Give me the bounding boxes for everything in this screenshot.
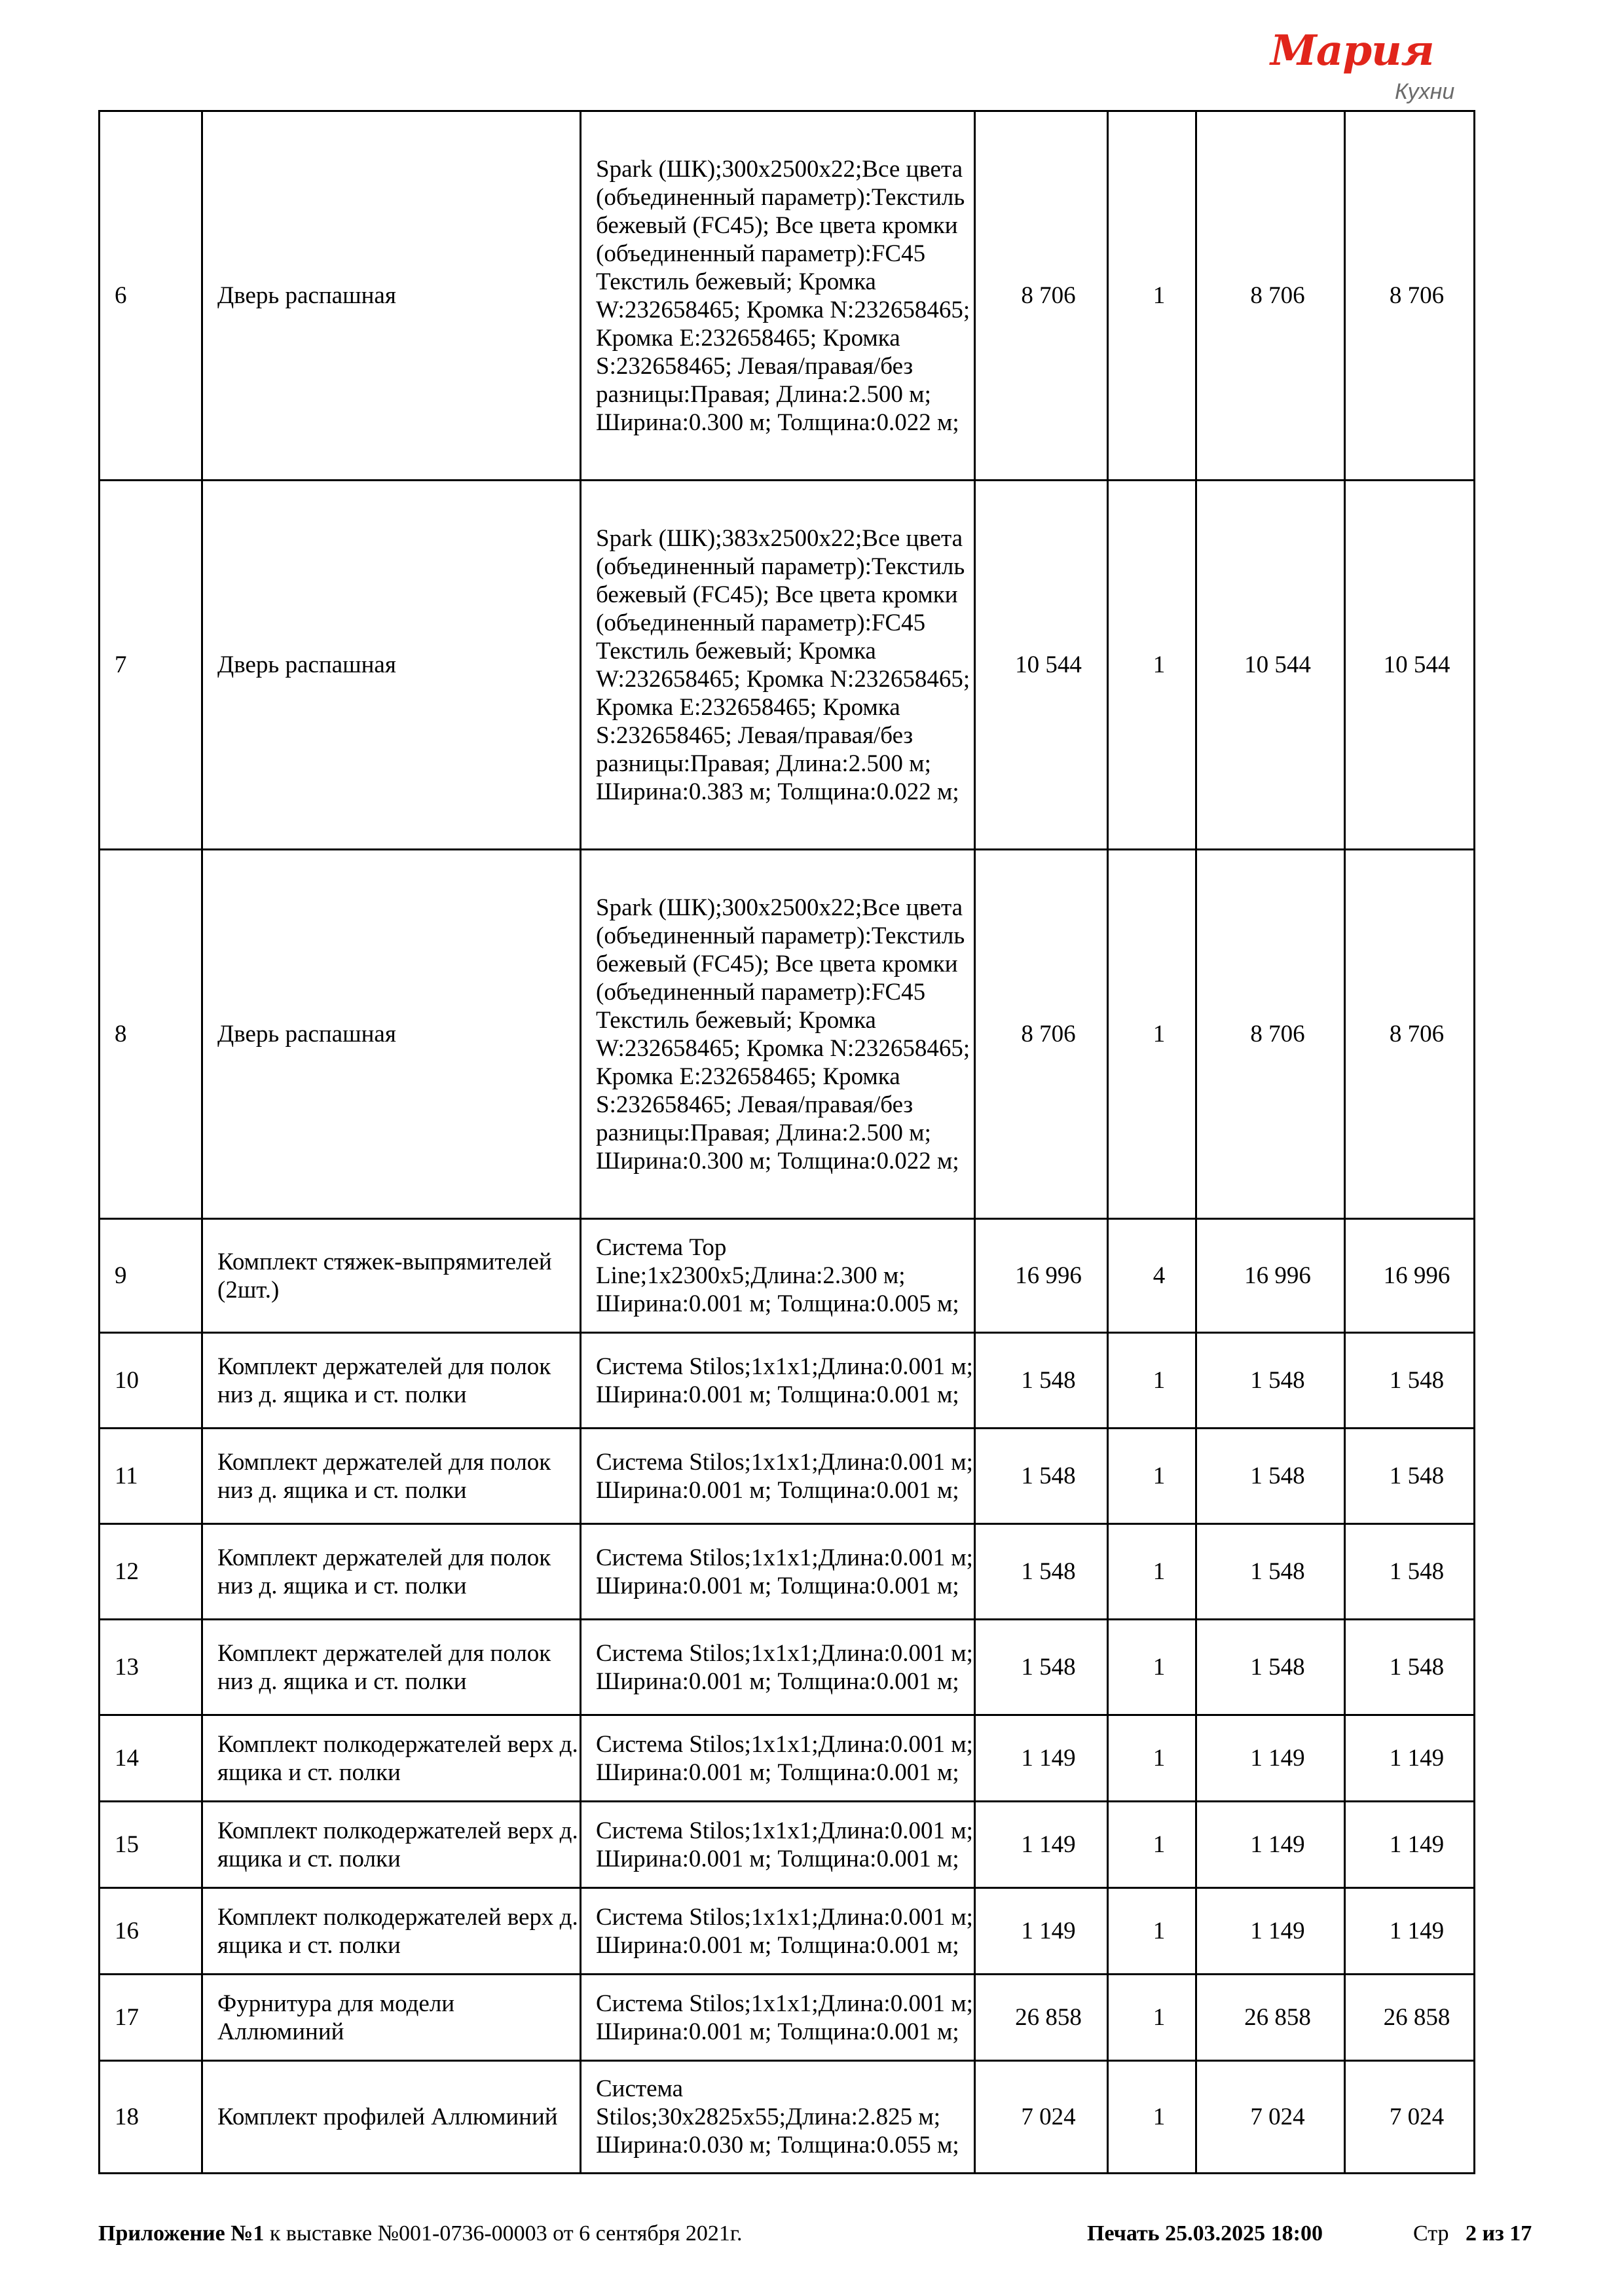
item-total: 8 706	[1345, 111, 1475, 481]
table-row	[100, 1219, 1475, 1333]
item-description: Система Stilos;1x1x1;Длина:0.001 м; Ширина:0.001 м; Толщина:0.001 м;	[581, 1975, 975, 2061]
item-total: 7 024	[1345, 2061, 1475, 2174]
item-price: 7 024	[975, 2061, 1108, 2174]
item-total: 1 548	[1345, 1429, 1475, 1524]
item-quantity: 1	[1108, 1975, 1196, 2061]
item-name: Фурнитура для модели Аллюминий	[202, 1975, 581, 2061]
table-row	[100, 1524, 1475, 1620]
item-price: 1 548	[975, 1524, 1108, 1620]
item-price: 1 548	[975, 1429, 1108, 1524]
item-sum: 1 149	[1196, 1715, 1345, 1802]
item-total: 1 548	[1345, 1620, 1475, 1715]
item-sum: 1 548	[1196, 1333, 1345, 1429]
logo-brand-text: Мария	[1270, 26, 1434, 75]
item-total: 1 149	[1345, 1802, 1475, 1888]
logo-subtitle: Кухни	[1395, 79, 1455, 104]
items-table-body	[100, 111, 1475, 2174]
item-description: Система Stilos;1x1x1;Длина:0.001 м; Ширина:0.001 м; Толщина:0.001 м;	[581, 1802, 975, 1888]
item-price: 1 149	[975, 1802, 1108, 1888]
item-quantity: 1	[1108, 1333, 1196, 1429]
row-number: 10	[100, 1333, 202, 1429]
item-name: Дверь распашная	[202, 481, 581, 850]
item-description: Система Stilos;1x1x1;Длина:0.001 м; Ширина:0.001 м; Толщина:0.001 м;	[581, 1715, 975, 1802]
item-sum: 8 706	[1196, 850, 1345, 1219]
item-price: 1 548	[975, 1333, 1108, 1429]
item-description: Spark (ШК);300x2500x22;Все цвета (объединенный параметр):Текстиль бежевый (FC45); Все цвета кромки (объединенный параметр):FC45 Текстиль бежевый; Кромка W:232658465; Кромка N:232658465; Кромка E:232658465; Кромка S:232658465; Левая/правая/без разницы:Правая; Длина:2.500 м; Ширина:0.300 м; Толщина:0.022 м;	[581, 850, 975, 1219]
item-quantity: 1	[1108, 1620, 1196, 1715]
footer-appendix-text: к выставке №001-0736-00003 от 6 сентября 2021г.	[264, 2221, 743, 2246]
item-quantity: 1	[1108, 1429, 1196, 1524]
table-row	[100, 1888, 1475, 1975]
item-total: 10 544	[1345, 481, 1475, 850]
row-number: 9	[100, 1219, 202, 1333]
item-price: 26 858	[975, 1975, 1108, 2061]
item-description: Система Stilos;1x1x1;Длина:0.001 м; Ширина:0.001 м; Толщина:0.001 м;	[581, 1524, 975, 1620]
item-name: Комплект держателей для полок низ д. ящика и ст. полки	[202, 1333, 581, 1429]
item-total: 1 548	[1345, 1333, 1475, 1429]
row-number: 13	[100, 1620, 202, 1715]
item-name: Дверь распашная	[202, 850, 581, 1219]
table-row	[100, 2061, 1475, 2174]
row-number: 6	[100, 111, 202, 481]
item-description: Spark (ШК);383x2500x22;Все цвета (объединенный параметр):Текстиль бежевый (FC45); Все цвета кромки (объединенный параметр):FC45 Текстиль бежевый; Кромка W:232658465; Кромка N:232658465; Кромка E:232658465; Кромка S:232658465; Левая/правая/без разницы:Правая; Длина:2.500 м; Ширина:0.383 м; Толщина:0.022 м;	[581, 481, 975, 850]
company-logo	[1264, 26, 1539, 108]
item-sum: 8 706	[1196, 111, 1345, 481]
item-description: Система Stilos;1x1x1;Длина:0.001 м; Ширина:0.001 м; Толщина:0.001 м;	[581, 1333, 975, 1429]
table-row	[100, 1333, 1475, 1429]
item-sum: 1 548	[1196, 1620, 1345, 1715]
item-price: 8 706	[975, 111, 1108, 481]
row-number: 12	[100, 1524, 202, 1620]
item-quantity: 4	[1108, 1219, 1196, 1333]
item-sum: 16 996	[1196, 1219, 1345, 1333]
footer-page-number	[1413, 2221, 1532, 2247]
item-quantity: 1	[1108, 850, 1196, 1219]
item-name: Дверь распашная	[202, 111, 581, 481]
items-table	[98, 110, 1475, 2174]
item-sum: 1 548	[1196, 1429, 1345, 1524]
footer-print-date: Печать 25.03.2025 18:00	[1087, 2221, 1323, 2246]
item-total: 1 149	[1345, 1888, 1475, 1975]
row-number: 16	[100, 1888, 202, 1975]
item-name: Комплект полкодержателей верх д. ящика и ст. полки	[202, 1802, 581, 1888]
item-total: 16 996	[1345, 1219, 1475, 1333]
item-price: 16 996	[975, 1219, 1108, 1333]
item-price: 10 544	[975, 481, 1108, 850]
item-sum: 1 548	[1196, 1524, 1345, 1620]
item-total: 1 548	[1345, 1524, 1475, 1620]
footer-appendix-label: Приложение №1	[98, 2221, 265, 2246]
item-price: 1 149	[975, 1888, 1108, 1975]
item-name: Комплект профилей Аллюминий	[202, 2061, 581, 2174]
table-row	[100, 1975, 1475, 2061]
item-sum: 26 858	[1196, 1975, 1345, 2061]
table-row	[100, 1715, 1475, 1802]
item-description: Система Stilos;1x1x1;Длина:0.001 м; Ширина:0.001 м; Толщина:0.001 м;	[581, 1429, 975, 1524]
row-number: 8	[100, 850, 202, 1219]
table-row	[100, 1429, 1475, 1524]
row-number: 7	[100, 481, 202, 850]
row-number: 18	[100, 2061, 202, 2174]
item-name: Комплект держателей для полок низ д. ящика и ст. полки	[202, 1524, 581, 1620]
item-description: Система Stilos;1x1x1;Длина:0.001 м; Ширина:0.001 м; Толщина:0.001 м;	[581, 1620, 975, 1715]
table-row	[100, 481, 1475, 850]
footer-appendix	[98, 2221, 742, 2247]
item-description: Система Top Line;1x2300x5;Длина:2.300 м; Ширина:0.001 м; Толщина:0.005 м;	[581, 1219, 975, 1333]
item-description: Spark (ШК);300x2500x22;Все цвета (объединенный параметр):Текстиль бежевый (FC45); Все цвета кромки (объединенный параметр):FC45 Текстиль бежевый; Кромка W:232658465; Кромка N:232658465; Кромка E:232658465; Кромка S:232658465; Левая/правая/без разницы:Правая; Длина:2.500 м; Ширина:0.300 м; Толщина:0.022 м;	[581, 111, 975, 481]
row-number: 17	[100, 1975, 202, 2061]
table-row	[100, 1620, 1475, 1715]
item-quantity: 1	[1108, 111, 1196, 481]
item-total: 26 858	[1345, 1975, 1475, 2061]
item-sum: 1 149	[1196, 1802, 1345, 1888]
item-quantity: 1	[1108, 1888, 1196, 1975]
item-sum: 1 149	[1196, 1888, 1345, 1975]
item-quantity: 1	[1108, 1715, 1196, 1802]
item-name: Комплект держателей для полок низ д. ящика и ст. полки	[202, 1429, 581, 1524]
item-name: Комплект полкодержателей верх д. ящика и ст. полки	[202, 1888, 581, 1975]
item-price: 8 706	[975, 850, 1108, 1219]
row-number: 14	[100, 1715, 202, 1802]
row-number: 11	[100, 1429, 202, 1524]
item-name: Комплект стяжек-выпрямителей (2шт.)	[202, 1219, 581, 1333]
item-name: Комплект полкодержателей верх д. ящика и ст. полки	[202, 1715, 581, 1802]
item-price: 1 548	[975, 1620, 1108, 1715]
item-sum: 7 024	[1196, 2061, 1345, 2174]
footer-page-value: 2 из 17	[1466, 2221, 1532, 2246]
item-price: 1 149	[975, 1715, 1108, 1802]
table-row	[100, 111, 1475, 481]
item-description: Система Stilos;1x1x1;Длина:0.001 м; Ширина:0.001 м; Толщина:0.001 м;	[581, 1888, 975, 1975]
item-total: 1 149	[1345, 1715, 1475, 1802]
row-number: 15	[100, 1802, 202, 1888]
table-row	[100, 1802, 1475, 1888]
item-quantity: 1	[1108, 1802, 1196, 1888]
item-name: Комплект держателей для полок низ д. ящика и ст. полки	[202, 1620, 581, 1715]
table-row	[100, 850, 1475, 1219]
item-description: Система Stilos;30x2825x55;Длина:2.825 м; Ширина:0.030 м; Толщина:0.055 м;	[581, 2061, 975, 2174]
item-total: 8 706	[1345, 850, 1475, 1219]
item-quantity: 1	[1108, 2061, 1196, 2174]
item-quantity: 1	[1108, 1524, 1196, 1620]
footer-page-label: Стр	[1413, 2221, 1449, 2246]
item-sum: 10 544	[1196, 481, 1345, 850]
item-quantity: 1	[1108, 481, 1196, 850]
